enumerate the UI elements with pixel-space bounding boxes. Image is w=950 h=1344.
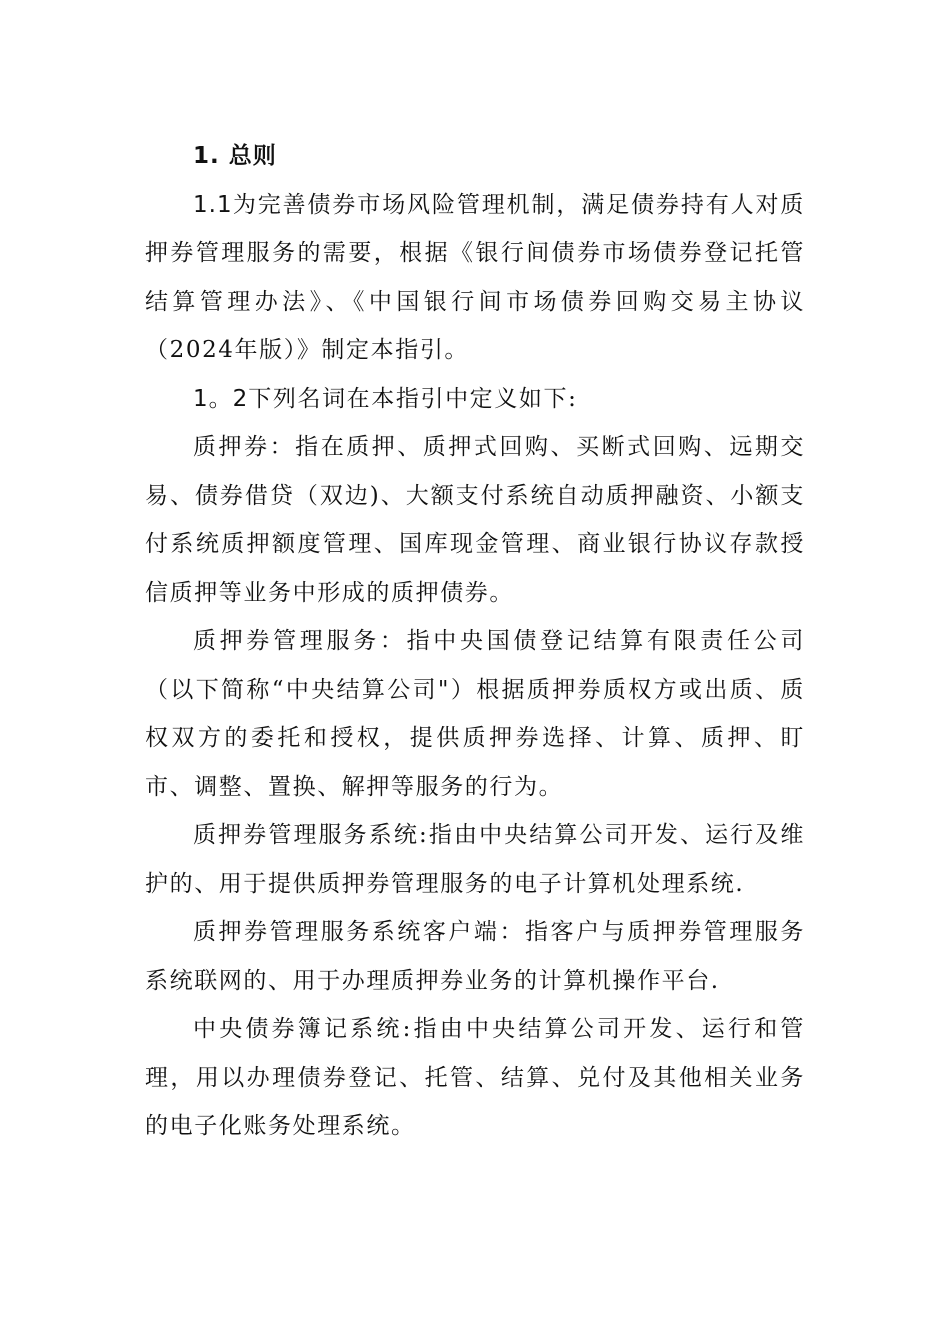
paragraph-text: 中央债券簿记系统:指由中央结算公司开发、运行和管理，用以办理债券登记、托管、结算、兑付及其他相关业务的电子化账务处理系统。 bbox=[145, 1016, 805, 1139]
paragraph-text: 为完善债券市场风险管理机制，满足债券持有人对质押券管理服务的需要，根据《银行间债券市场债券登记托管结算管理办法》、《中国银行间市场债券回购交易主协议（2024年版）》制定本指引。 bbox=[145, 191, 805, 363]
paragraph-text: 质押券管理服务系统:指由中央结算公司开发、运行及维护的、用于提供质押券管理服务的电子计算机处理系统. bbox=[145, 822, 805, 897]
definition-book-entry-system bbox=[145, 1005, 805, 1151]
paragraph-text: 下列名词在本指引中定义如下: bbox=[248, 385, 578, 412]
paragraph-text: 质押券：指在质押、质押式回购、买断式回购、远期交易、债券借贷（双边)、大额支付系统自动质押融资、小额支付系统质押额度管理、国库现金管理、商业银行协议存款授信质押等业务中形成的质押债券。 bbox=[145, 434, 805, 606]
paragraph-text: 质押券管理服务：指中央国债登记结算有限责任公司（以下简称“中央结算公司"）根据质押券质权方或出质、质权双方的委托和授权，提供质押券选择、计算、质押、盯市、调整、置换、解押等服务的行为。 bbox=[145, 628, 805, 800]
definition-collateral-service bbox=[145, 617, 805, 811]
document-body bbox=[145, 132, 805, 1151]
clause-number: 1。2 bbox=[193, 385, 249, 412]
clause-number: 1.1 bbox=[193, 191, 233, 218]
paragraph-1-1 bbox=[145, 181, 805, 375]
definition-collateral bbox=[145, 423, 805, 617]
definition-client-terminal bbox=[145, 908, 805, 1005]
paragraph-text: 质押券管理服务系统客户端：指客户与质押券管理服务系统联网的、用于办理质押券业务的计算机操作平台. bbox=[145, 919, 805, 994]
section-heading: 1. 总则 bbox=[193, 143, 277, 169]
paragraph-1-2 bbox=[145, 375, 805, 424]
definition-service-system bbox=[145, 811, 805, 908]
